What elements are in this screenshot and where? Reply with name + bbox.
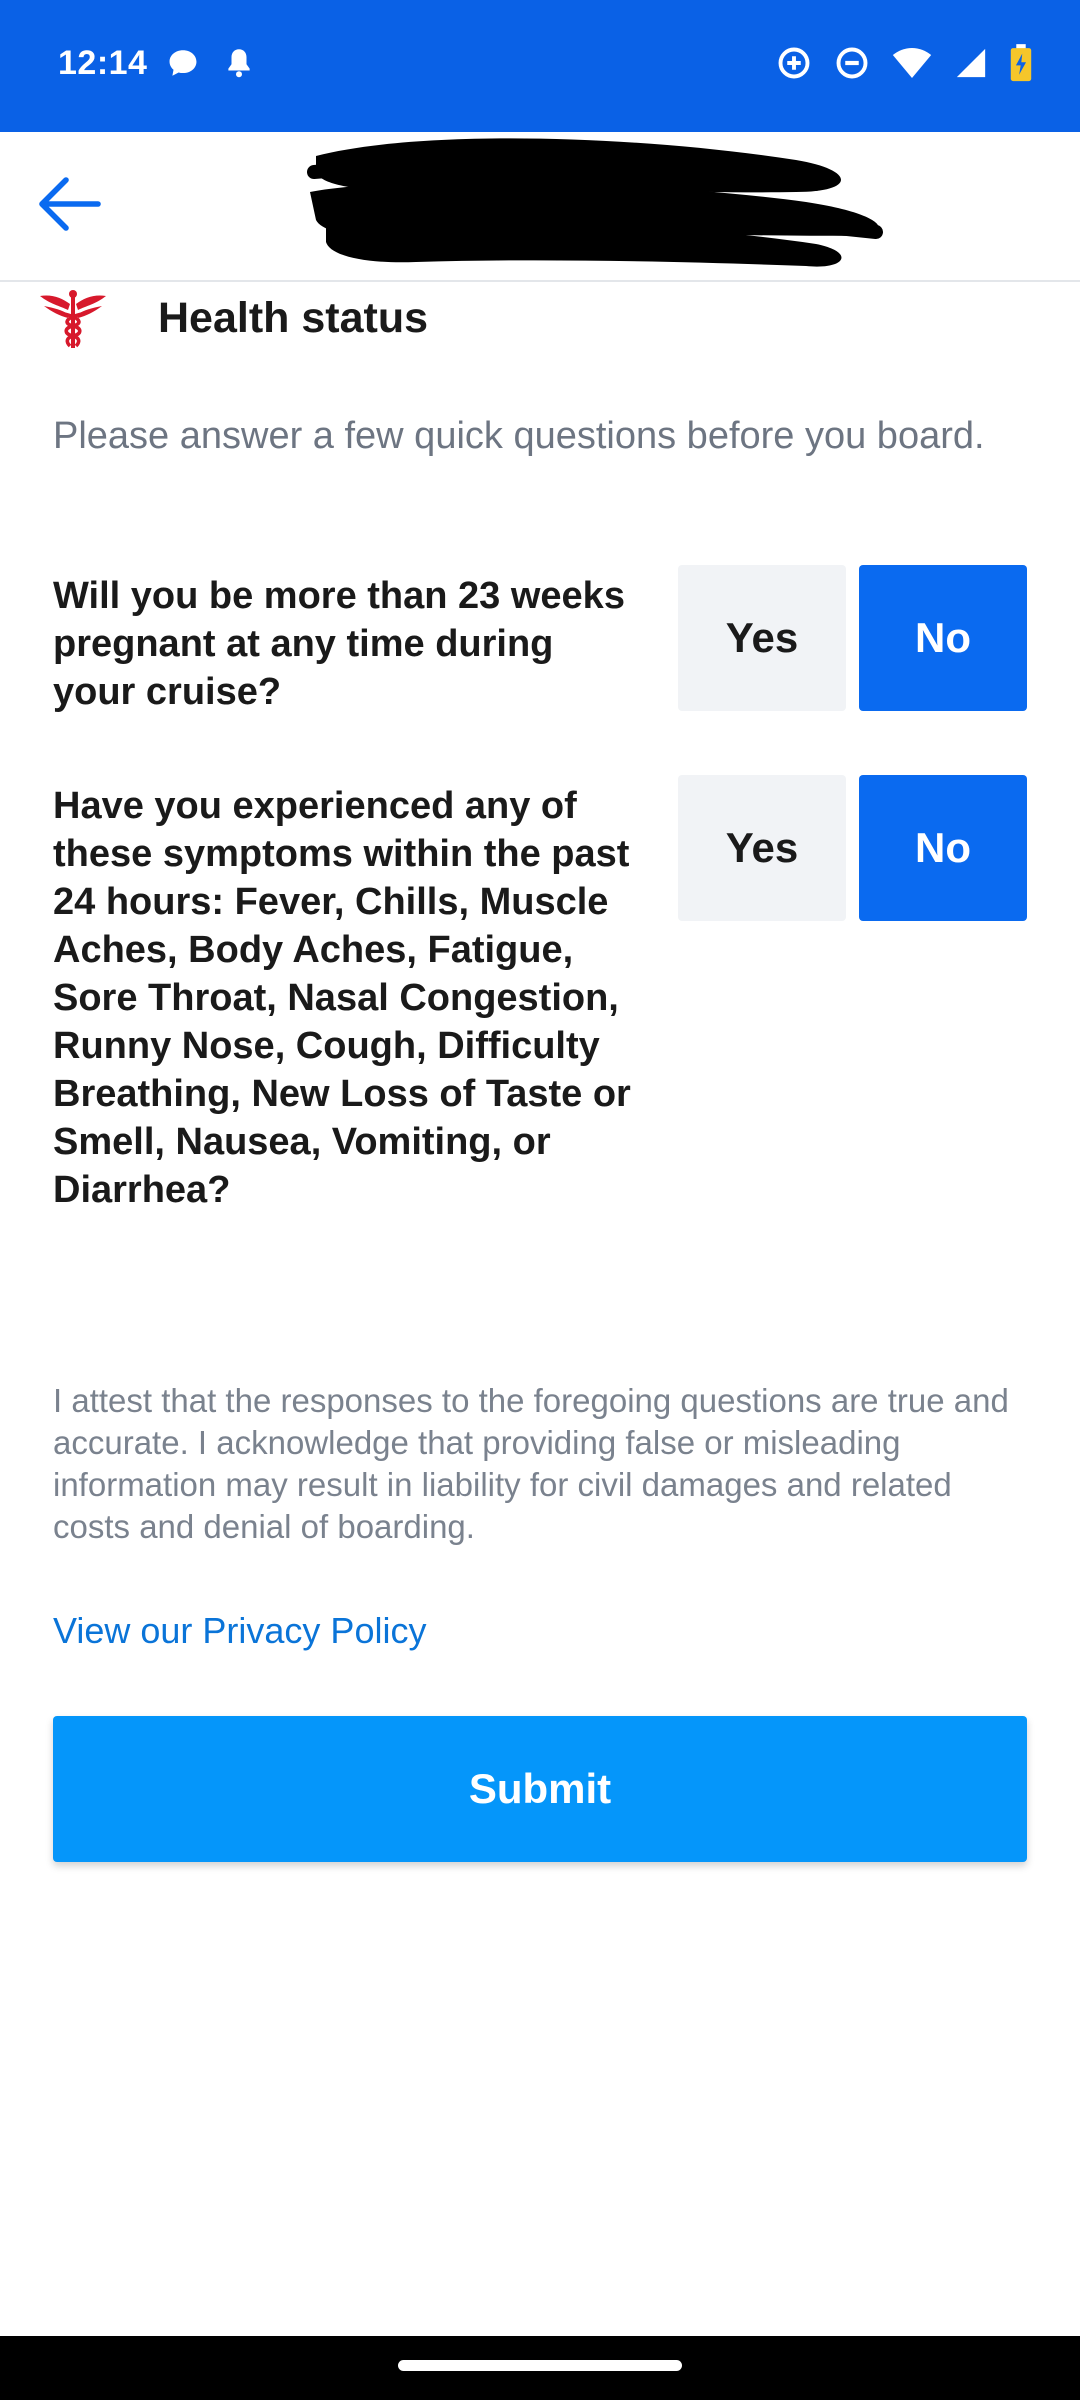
no-button[interactable]: No (859, 565, 1027, 711)
section-header (40, 286, 428, 350)
do-not-disturb-icon (834, 45, 870, 81)
toggle-group-symptoms (678, 775, 1027, 921)
intro-text: Please answer a few quick questions before you board. (53, 415, 985, 457)
no-button[interactable]: No (859, 775, 1027, 921)
app-header (0, 132, 1080, 282)
chat-bubble-icon (166, 46, 200, 80)
redacted-title (296, 132, 896, 280)
question-symptoms: Have you experienced any of these symptoms within the past 24 hours: Fever, Chills, Muscle Aches, Body Aches, Fatigue, Sore Throat, Nasal Congestion, Runny Nose, Cough, Difficulty Breathing, New Loss of Taste or Smell, Nausea, Vomiting, or Diarrhea? (53, 785, 631, 1211)
status-time: 12:14 (58, 44, 148, 82)
wifi-icon (892, 46, 932, 80)
caduceus-medical-icon (40, 288, 106, 348)
section-title: Health status (158, 293, 429, 342)
question-pregnancy: Will you be more than 23 weeks pregnant at any time during your cruise? (53, 575, 625, 713)
battery-charging-icon (1010, 44, 1032, 82)
notification-bell-icon (224, 46, 254, 80)
privacy-policy-link[interactable]: View our Privacy Policy (53, 1610, 427, 1651)
arrow-left-icon (38, 176, 102, 237)
status-left-icons (166, 46, 254, 80)
data-saver-icon (776, 45, 812, 81)
status-right-icons (776, 44, 1032, 82)
yes-button[interactable]: Yes (678, 565, 846, 711)
submit-button[interactable]: Submit (53, 1716, 1027, 1862)
cell-signal-icon (954, 46, 988, 80)
back-button[interactable] (32, 168, 108, 244)
toggle-group-pregnancy (678, 565, 1027, 711)
status-bar (0, 0, 1080, 132)
yes-button[interactable]: Yes (678, 775, 846, 921)
attestation-text: I attest that the responses to the foregoing questions are true and accurate. I acknowledge that providing false or misleading information may result in liability for civil damages and related costs and denial of boarding. (53, 1382, 1009, 1545)
home-indicator[interactable] (398, 2360, 682, 2371)
